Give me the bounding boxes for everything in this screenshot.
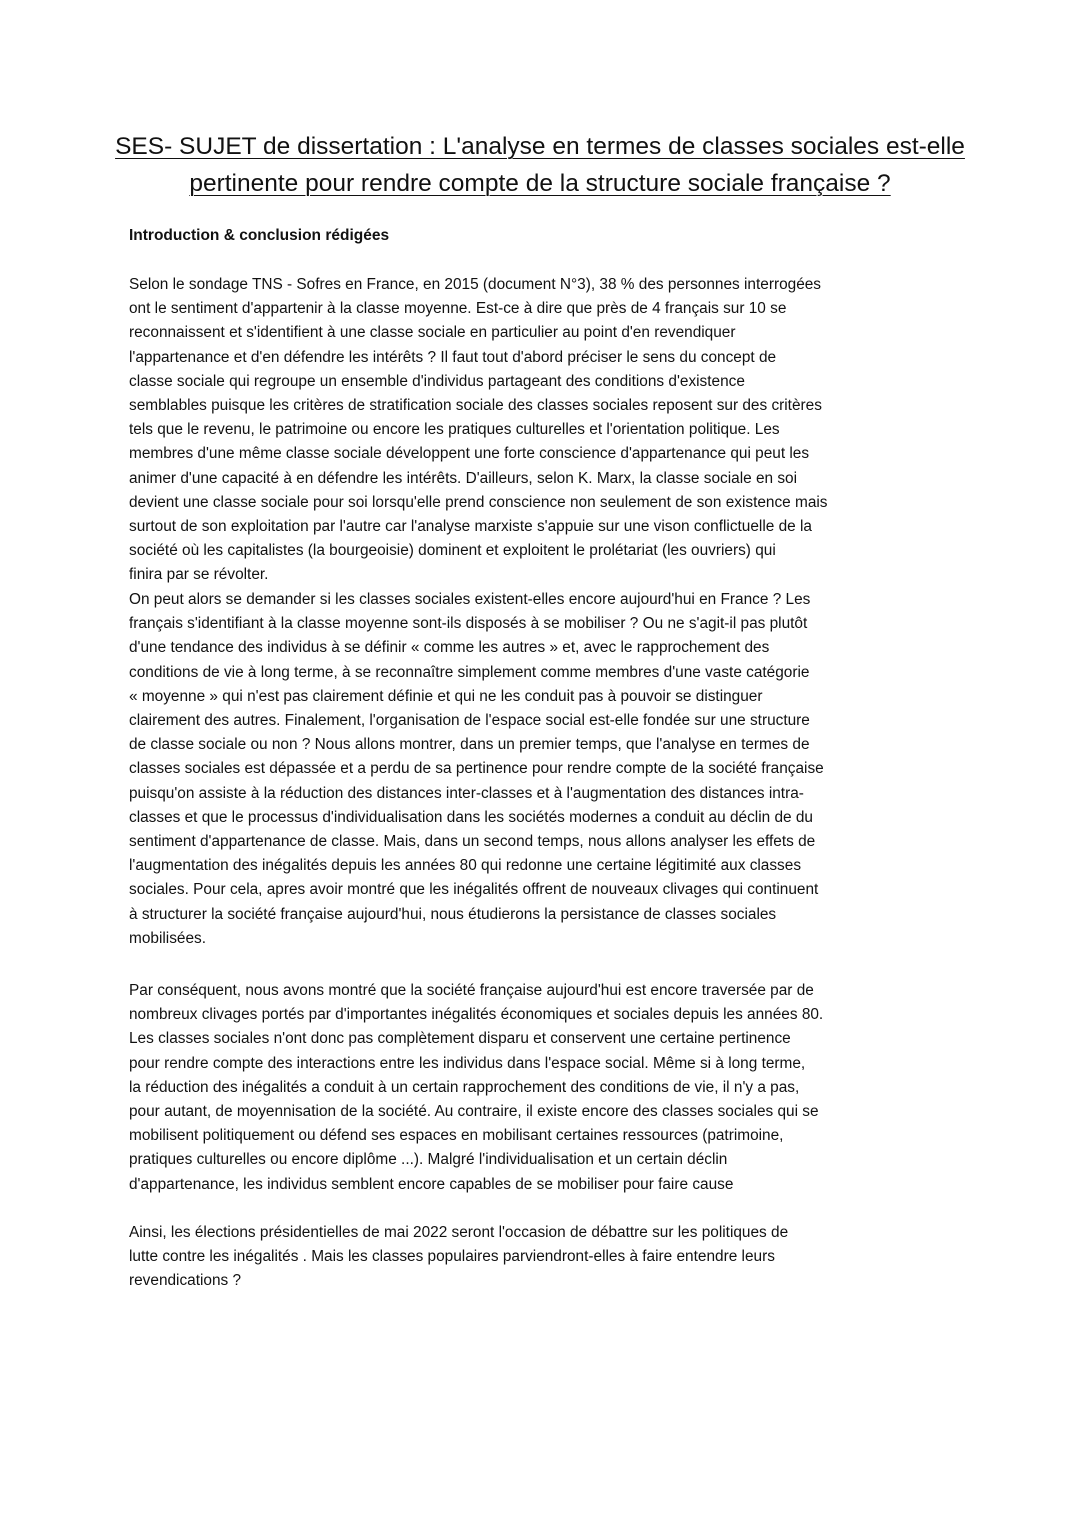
text-line: l'appartenance et d'en défendre les intérêts ? Il faut tout d'abord préciser le sens du concept de [129, 348, 777, 366]
text-line: clairement des autres. Finalement, l'organisation de l'espace social est-elle fondée sur une structure [129, 712, 810, 730]
text-line: pour rendre compte des interactions entre les individus dans l'espace social. Même si à long terme, [129, 1054, 806, 1072]
text-line: Ainsi, les élections présidentielles de mai 2022 seront l'occasion de débattre sur les politiques de [129, 1224, 789, 1241]
conclusion-paragraph-2 [129, 1221, 788, 1294]
text-line: reconnaissent et s'identifient à une classe sociale en particulier au point d'en revendiquer [129, 324, 736, 342]
text-line: à structurer la société française aujourd'hui, nous étudierons la persistance de classes sociales [129, 905, 777, 923]
title-line: SES- SUJET de dissertation : L'analyse en termes de classes sociales est-elle [115, 133, 965, 160]
text-line: animer d'une capacité à en défendre les intérêts. D'ailleurs, selon K. Marx, la classe sociale en soi [129, 469, 798, 487]
text-line: sentiment d'appartenance de classe. Mais, dans un second temps, nous allons analyser les effets de [129, 833, 816, 851]
text-line: de classe sociale ou non ? Nous allons montrer, dans un premier temps, que l'analyse en termes de [129, 736, 810, 754]
text-line: conditions de vie à long terme, à se reconnaître simplement comme membres d'une vaste catégorie [129, 663, 810, 681]
text-line: tels que le revenu, le patrimoine ou encore les pratiques culturelles et l'orientation politique. Les [129, 421, 780, 439]
text-line: Par conséquent, nous avons montré que la société française aujourd'hui est encore traversée par de [129, 982, 814, 999]
text-line: classe sociale qui regroupe un ensemble d'individus partageant des conditions d'existence [129, 372, 745, 390]
text-line: membres d'une même classe sociale développent une forte conscience d'appartenance qui peut les [129, 445, 810, 463]
text-line: finira par se révolter. [129, 566, 269, 584]
text-line: société où les capitalistes (la bourgeoisie) dominent et exploitent le prolétariat (les ouvriers) qui [129, 542, 776, 560]
text-line: français s'identifiant à la classe moyenne sont-ils disposés à se mobiliser ? Ou ne s'agit-il pas plutôt [129, 615, 808, 633]
text-line: devient une classe sociale pour soi lorsqu'elle prend conscience non seulement de son existence mais [129, 493, 828, 511]
text-line: semblables puisque les critères de stratification sociale des classes sociales reposent sur des critères [129, 397, 822, 415]
text-line: Selon le sondage TNS - Sofres en France, en 2015 (document N°3), 38 % des personnes interrogées [129, 276, 822, 293]
text-line: mobilisées. [129, 929, 206, 947]
document-title [100, 128, 980, 202]
intro-paragraph-2 [129, 588, 824, 951]
text-line: pratiques culturelles ou encore diplôme ...). Malgré l'individualisation et un certain déclin [129, 1151, 728, 1169]
text-line: d'appartenance, les individus semblent encore capables de se mobiliser pour faire cause [129, 1175, 734, 1193]
title-line: pertinente pour rendre compte de la structure sociale française ? [189, 170, 891, 197]
text-line: classes et que le processus d'individualisation dans les sociétés modernes a conduit au déclin de du [129, 808, 813, 826]
text-line: pour autant, de moyennisation de la société. Au contraire, il existe encore des classes sociales qui se [129, 1103, 819, 1121]
conclusion-paragraph-1 [129, 979, 823, 1197]
text-line: surtout de son exploitation par l'autre car l'analyse marxiste s'appuie sur une vison conflictuelle de la [129, 518, 812, 536]
text-line: mobilisent politiquement ou défend ses espaces en mobilisant certaines ressources (patrimoine, [129, 1127, 784, 1145]
text-line: sociales. Pour cela, apres avoir montré que les inégalités offrent de nouveaux clivages qui continuent [129, 881, 819, 899]
text-line: ont le sentiment d'appartenir à la classe moyenne. Est-ce à dire que près de 4 français sur 10 se [129, 300, 787, 318]
text-line: nombreux clivages portés par d'importantes inégalités économiques et sociales depuis les années 80. [129, 1006, 824, 1024]
text-line: revendications ? [129, 1272, 242, 1290]
text-line: la réduction des inégalités a conduit à un certain rapprochement des conditions de vie, il n'y a pas, [129, 1078, 800, 1096]
text-line: classes sociales est dépassée et a perdu de sa pertinence pour rendre compte de la société française [129, 760, 824, 778]
text-line: puisqu'on assiste à la réduction des distances inter-classes et à l'augmentation des distances intra- [129, 784, 804, 802]
text-line: Les classes sociales n'ont donc pas complètement disparu et conservent une certaine pertinence [129, 1030, 791, 1048]
text-line: On peut alors se demander si les classes sociales existent-elles encore aujourd'hui en France ? Les [129, 591, 811, 608]
intro-paragraph-1 [129, 273, 828, 588]
text-line: lutte contre les inégalités . Mais les classes populaires parviendront-elles à faire entendre leurs [129, 1248, 775, 1266]
text-line: l'augmentation des inégalités depuis les années 80 qui redonne une certaine légitimité aux classes [129, 857, 802, 875]
text-line: « moyenne » qui n'est pas clairement définie et qui ne les conduit pas à pouvoir se distinguer [129, 687, 763, 705]
section-subtitle: Introduction & conclusion rédigées [129, 227, 390, 244]
text-line: d'une tendance des individus à se définir « comme les autres » et, avec le rapprochement des [129, 639, 770, 657]
